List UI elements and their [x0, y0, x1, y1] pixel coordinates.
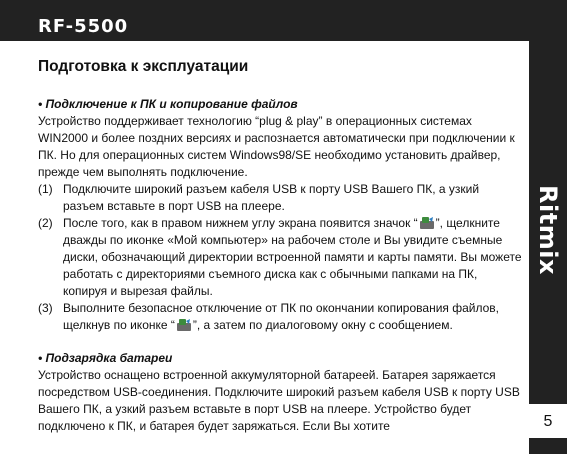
list-text-before: После того, как в правом нижнем углу экрана появится значок “	[63, 216, 418, 230]
list-number: (3)	[38, 301, 53, 315]
section-heading-charging: • Подзарядка батареи	[38, 351, 173, 365]
list-item	[38, 300, 522, 334]
list-item	[38, 181, 522, 215]
brand-logo: Ritmix	[534, 185, 562, 275]
usb-device-tray-icon	[419, 216, 435, 230]
list-text-before: Выполните безопасное отключение от ПК по окончании копирования файлов, щелкнув по иконке “	[63, 301, 500, 332]
list-number: (1)	[38, 182, 53, 196]
list-text-after: ”, а затем по диалоговому окну с сообщением.	[192, 318, 453, 332]
page-content	[38, 58, 522, 435]
section-body: Устройство оснащено встроенной аккумуляторной батареей. Батарея заряжается посредством USB-соединения. Подключите широкий разъем кабеля USB к порту USB Вашего ПК, а узкий разъем вставьте в порт USB на плеере. Устройство будет подключено к ПК, и батарея будет заряжаться. Если Вы хотите	[38, 368, 520, 433]
list-number: (2)	[38, 216, 53, 230]
list-text: Подключите широкий разъем кабеля USB к порту USB Вашего ПК, а узкий разъем вставьте в порт USB на плеере.	[63, 182, 480, 213]
model-name: RF-5500	[38, 16, 129, 37]
section-intro: Устройство поддерживает технологию “plug & play” в операционных системах WIN2000 и более поздних версиях и распознается автоматически при подключении к ПК. Но для операционных систем Windows98/SE необходимо установить драйвер, прежде чем выполнять подключение.	[38, 114, 515, 179]
page-number: 5	[543, 413, 553, 430]
header-bar	[0, 0, 567, 41]
list-item	[38, 215, 522, 300]
safely-remove-hardware-icon	[176, 318, 192, 332]
page-title: Подготовка к эксплуатации	[38, 58, 249, 75]
section-heading-connect: • Подключение к ПК и копирование файлов	[38, 97, 298, 111]
list-text-after: ”, щелкните дважды по иконке «Мой компьютер» на рабочем столе и Вы увидите съемные диски, обозначающий директории встроенной памяти и карты памяти. Вы можете работать с директориями съемного диска как с обычными папками на ПК, копируя и вырезая файлы.	[63, 216, 522, 298]
